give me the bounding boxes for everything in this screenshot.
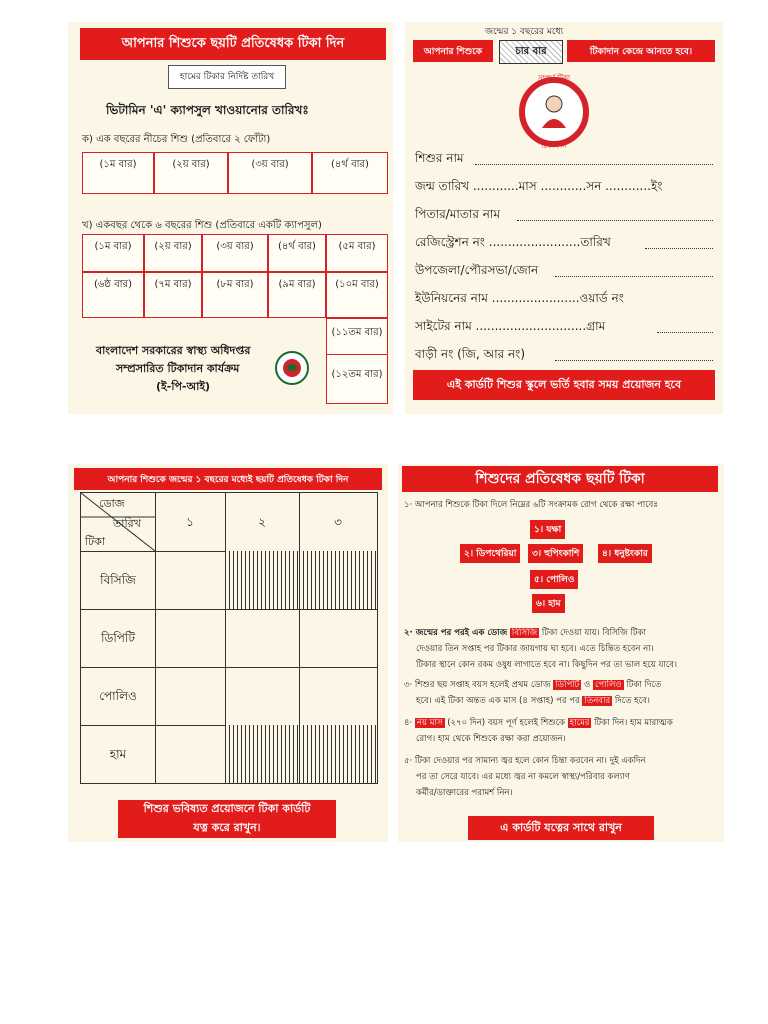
vit-b-dose-4[interactable]: (৪র্থ বার) (268, 234, 326, 272)
polio-dose-2[interactable] (225, 667, 300, 726)
vit-b-dose-2[interactable]: (২য় বার) (144, 234, 202, 272)
chip-bring-to-center: টিকাদান কেন্দ্রে আনতে হবে। (567, 40, 715, 62)
vit-a-dose-2[interactable]: (২য় বার) (154, 152, 228, 194)
field-upazila[interactable]: উপজেলা/পৌরসভা/জোন (415, 263, 539, 277)
row-label-polio: পোলিও (81, 667, 156, 726)
bcg-chip: বিসিজি (511, 628, 538, 638)
vit-a-dose-4[interactable]: (৪র্থ বার) (312, 152, 388, 194)
logo-top-text: সম্পূর্ণ টিকা (538, 74, 570, 82)
disease-6: ৬। হাম (532, 594, 565, 613)
chip-four-times: চার বার (499, 40, 563, 64)
keep-card-line-1: শিশুর ভবিষ্যত প্রয়োজনে টিকা কার্ডটি (143, 802, 311, 815)
para4-line1 (404, 716, 673, 730)
disease-3: ৩। হুপিংকাশি (528, 544, 583, 563)
para3-d: দিতে হবে। (614, 696, 650, 706)
vit-b-dose-12[interactable]: (১২তম বার) (326, 354, 388, 404)
para2-lead: ২· জন্মের পর পরই এক ডোজ (404, 628, 508, 638)
col-header-3: ৩ (299, 493, 377, 552)
para2-rest: টিকা দেওয়া যায়। বিসিজি টিকা (541, 628, 646, 638)
dpt-dose-2[interactable] (225, 609, 300, 668)
measles-date-box: হামের টিকার নির্দিষ্ট তারিখ (168, 65, 286, 89)
govt-line-2: সম্প্রসারিত টিকাদান কার্যক্রম (116, 362, 240, 375)
disease-4: ৪। ধনুষ্টংকার (598, 544, 652, 563)
col-header-1: ১ (155, 493, 226, 552)
vit-a-dose-1[interactable]: (১ম বার) (82, 152, 154, 194)
para4-a: (২৭০ দিন) বয়স পূর্ণ হলেই শিশুকে (447, 718, 565, 728)
field-parent-name[interactable]: পিতার/মাতার নাম (415, 207, 501, 221)
vit-b-dose-11[interactable]: (১১তম বার) (326, 318, 388, 364)
bcg-dose-3-na (299, 551, 377, 610)
vitamin-a-panel (68, 22, 393, 414)
vaccine-table-panel (68, 464, 388, 842)
field-union[interactable]: ইউনিয়নের নাম .......................ওয়ার্ড নং (415, 291, 624, 305)
bcg-dose-1[interactable] (155, 551, 226, 610)
vaccine-grid (80, 492, 378, 784)
para3-rest: টিকা দিতে (626, 680, 662, 690)
polio-chip: পোলিও (594, 680, 622, 690)
govt-seal-icon (274, 350, 310, 386)
vit-a-dose-3[interactable]: (৩য় বার) (228, 152, 312, 194)
para2-line1 (404, 626, 646, 640)
vit-b-dose-8[interactable]: (৮ম বার) (202, 272, 268, 318)
measles-dose-3-na (299, 725, 377, 783)
vit-b-dose-3[interactable]: (৩য় বার) (202, 234, 268, 272)
nine-months-chip: নয় মাস (416, 718, 443, 728)
table-panel-header: আপনার শিশুকে জন্মের ১ বছরের মধ্যেই ছয়টি প্রতিষেধক টিকা দিন (74, 468, 382, 490)
measles-chip: হামের (569, 718, 590, 728)
para5-line2: পর তা সেরে যাবে। এর মধ্যে জ্বর না কমলে স্বাস্থ্য/পরিবার কল্যাণ (416, 772, 630, 782)
corner-vaccine: টিকা (85, 535, 106, 548)
para3-c: হবে। এই টিকা অন্তত এক মাস (৪ সপ্তাহ) পর পর (416, 696, 580, 706)
within-one-year-note: জন্মের ১ বছরের মধ্যে (485, 27, 564, 37)
vit-b-dose-9[interactable]: (৯ম বার) (268, 272, 326, 318)
para3-and: ও (583, 680, 591, 690)
bcg-dose-2-na (225, 551, 300, 610)
school-admission-note: এই কার্ডটি শিশুর স্কুলে ভর্তি হবার সময় প্রয়োজন হবে (413, 370, 715, 400)
three-times-chip: তিনবার (584, 696, 611, 706)
para4-num: ৪· (404, 718, 413, 728)
child-info-panel (405, 22, 723, 414)
para2-line2: দেওয়ার তিন সপ্তাহ পর টিকার জায়গায় ঘা হবে। এতে চিন্তিত হবেন না। (416, 644, 654, 654)
measles-dose-2-na (225, 725, 300, 783)
para3-line1 (404, 678, 661, 692)
epi-logo-icon (517, 70, 591, 150)
govt-line-1: বাংলাদেশ সরকারের স্বাস্থ্য অধিদপ্তর (96, 344, 251, 357)
info-panel-header: শিশুদের প্রতিষেধক ছয়টি টিকা (402, 466, 718, 492)
keep-card-note (118, 800, 336, 838)
para2-line3: টিকার স্থানে কোন রকম ওষুধ লাগাতে হবে না। কিছুদিন পর তা ভাল হয়ে যাবে। (416, 660, 678, 670)
field-child-name[interactable]: শিশুর নাম (415, 151, 464, 165)
disease-5: ৫। পোলিও (530, 570, 578, 589)
vit-b-dose-5[interactable]: (৫ম বার) (326, 234, 388, 272)
grid-corner (81, 493, 156, 552)
polio-dose-1[interactable] (155, 667, 226, 726)
section-a-label: ক) এক বছরের নীচের শিশু (প্রতিবারে ২ ফোঁটা) (82, 134, 271, 145)
vitamin-title: ভিটামিন 'এ' ক্যাপসুল খাওয়ানোর তারিখঃ (106, 103, 309, 117)
para3-lead: ৩· শিশুর ছয় সপ্তাহ বয়স হলেই প্রথম ডোজ (404, 680, 551, 690)
para5-line3: কর্মীর/ডাক্তারের পরামর্শ নিন। (416, 788, 513, 798)
disease-2: ২। ডিপথেরিয়া (460, 544, 520, 563)
corner-dose: ডোজ (99, 497, 125, 510)
govt-line-3: (ই-পি-আই) (156, 380, 211, 393)
para5-line1: ৫· টিকা দেওয়ার পর সামান্য জ্বর হলে কোন চিন্তা করবেন না। দুই একদিন (404, 756, 646, 766)
dpt-dose-1[interactable] (155, 609, 226, 668)
keep-card-line-2: যত্ন করে রাখুন। (193, 821, 261, 834)
vit-b-dose-1[interactable]: (১ম বার) (82, 234, 144, 272)
polio-dose-3[interactable] (299, 667, 377, 726)
para4-b: টিকা দিন। হাম মারাত্মক (594, 718, 673, 728)
keep-carefully-note: এ কার্ডটি যত্নের সাথে রাখুন (468, 816, 654, 840)
row-label-dpt: ডিপিটি (81, 609, 156, 668)
dpt-chip: ডিপিটি (555, 680, 580, 690)
vit-b-dose-7[interactable]: (৭ম বার) (144, 272, 202, 318)
vaccine-info-panel (398, 464, 724, 842)
disease-1: ১। যক্ষা (530, 520, 565, 539)
para3-line2 (416, 694, 650, 708)
para4-line2: রোগ। হাম থেকে শিশুকে রক্ষা করা প্রয়োজন। (416, 734, 566, 744)
field-house-no[interactable]: বাড়ী নং (জি, আর নং) (415, 347, 526, 361)
measles-dose-1[interactable] (155, 725, 226, 783)
field-registration[interactable]: রেজিস্ট্রেশন নং ........................তারিখ (415, 235, 611, 249)
col-header-2: ২ (225, 493, 300, 552)
corner-date: তারিখ (113, 517, 141, 530)
vit-b-dose-6[interactable]: (৬ষ্ঠ বার) (82, 272, 144, 318)
field-birth-date[interactable]: জন্ম তারিখ ............মাস ............সন ............ইং (415, 179, 663, 193)
vit-b-dose-10[interactable]: (১০ম বার) (326, 272, 388, 318)
section-b-label: খ) একবছর থেকে ৬ বছরের শিশু (প্রতিবারে একটি ক্যাপসুল) (82, 220, 322, 231)
row-label-measles: হাম (81, 725, 156, 783)
intro-text: ১· আপনার শিশুকে টিকা দিলে নিম্নের ৬টি সংক্রামক রোগ থেকে রক্ষা পাবেঃ (404, 500, 658, 510)
row-label-bcg: বিসিজি (81, 551, 156, 610)
chip-your-child: আপনার শিশুকে (413, 40, 493, 62)
logo-bottom-text: টিকা দিন (541, 142, 567, 150)
dpt-dose-3[interactable] (299, 609, 377, 668)
field-site[interactable]: সাইটের নাম .............................গ্রাম (415, 319, 606, 333)
panel-header: আপনার শিশুকে ছয়টি প্রতিষেধক টিকা দিন (80, 28, 386, 60)
